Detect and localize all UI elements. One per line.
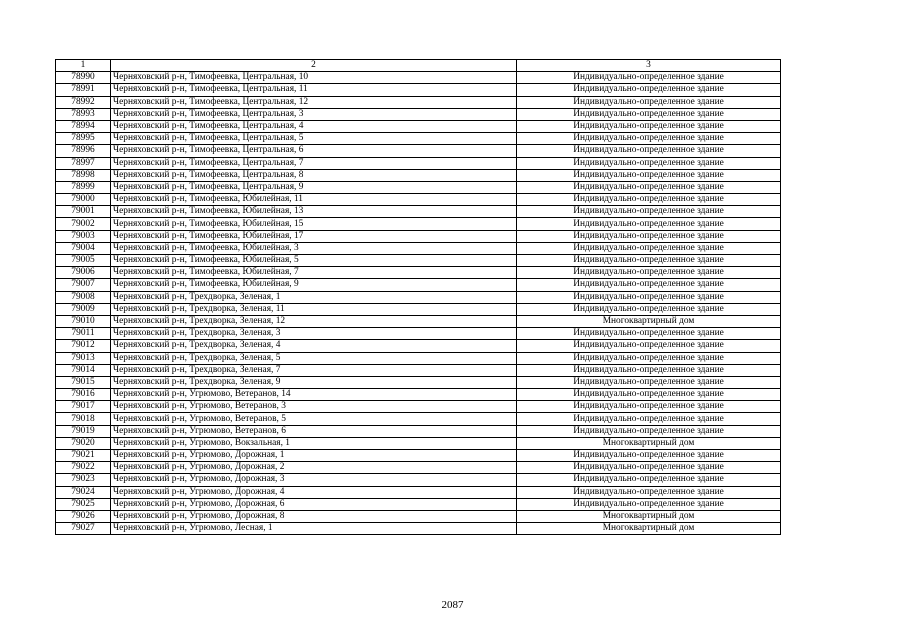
address-cell: Черняховский р-н, Тимофеевка, Центральная, 4 — [111, 120, 517, 132]
registry-number-cell: 79015 — [56, 376, 111, 388]
column-header-2: 2 — [111, 60, 517, 72]
registry-number-cell: 79013 — [56, 352, 111, 364]
table-row — [56, 328, 781, 340]
address-cell: Черняховский р-н, Тимофеевка, Юбилейная, 15 — [111, 218, 517, 230]
object-type-cell: Индивидуально-определенное здание — [517, 279, 781, 291]
address-cell: Черняховский р-н, Тимофеевка, Центральная, 5 — [111, 133, 517, 145]
address-cell: Черняховский р-н, Тимофеевка, Юбилейная, 11 — [111, 194, 517, 206]
address-cell: Черняховский р-н, Трехдворка, Зеленая, 5 — [111, 352, 517, 364]
column-header-3: 3 — [517, 60, 781, 72]
registry-number-cell: 79022 — [56, 462, 111, 474]
object-type-cell: Индивидуально-определенное здание — [517, 230, 781, 242]
table-row — [56, 267, 781, 279]
table-row — [56, 364, 781, 376]
object-type-cell: Индивидуально-определенное здание — [517, 96, 781, 108]
address-cell: Черняховский р-н, Тимофеевка, Юбилейная, 9 — [111, 279, 517, 291]
address-cell: Черняховский р-н, Угрюмово, Дорожная, 1 — [111, 450, 517, 462]
address-cell: Черняховский р-н, Тимофеевка, Центральная, 12 — [111, 96, 517, 108]
table-row — [56, 194, 781, 206]
table-row — [56, 218, 781, 230]
address-cell: Черняховский р-н, Тимофеевка, Центральная, 10 — [111, 72, 517, 84]
object-type-cell: Индивидуально-определенное здание — [517, 255, 781, 267]
address-cell: Черняховский р-н, Тимофеевка, Юбилейная, 3 — [111, 242, 517, 254]
table-row — [56, 389, 781, 401]
object-type-cell: Многоквартирный дом — [517, 523, 781, 535]
registry-number-cell: 79006 — [56, 267, 111, 279]
table-row — [56, 230, 781, 242]
table-row — [56, 181, 781, 193]
address-cell: Черняховский р-н, Угрюмово, Дорожная, 3 — [111, 474, 517, 486]
table-row — [56, 72, 781, 84]
address-cell: Черняховский р-н, Угрюмово, Ветеранов, 5 — [111, 413, 517, 425]
registry-number-cell: 78993 — [56, 108, 111, 120]
address-cell: Черняховский р-н, Тимофеевка, Центральная, 9 — [111, 181, 517, 193]
object-type-cell: Индивидуально-определенное здание — [517, 498, 781, 510]
registry-number-cell: 79012 — [56, 340, 111, 352]
registry-number-cell: 78999 — [56, 181, 111, 193]
object-type-cell: Индивидуально-определенное здание — [517, 242, 781, 254]
registry-number-cell: 79016 — [56, 389, 111, 401]
object-type-cell: Индивидуально-определенное здание — [517, 291, 781, 303]
table-row — [56, 157, 781, 169]
registry-number-cell: 79001 — [56, 206, 111, 218]
table-row — [56, 340, 781, 352]
object-type-cell: Индивидуально-определенное здание — [517, 303, 781, 315]
registry-number-cell: 79020 — [56, 437, 111, 449]
address-cell: Черняховский р-н, Угрюмово, Дорожная, 6 — [111, 498, 517, 510]
address-cell: Черняховский р-н, Угрюмово, Ветеранов, 3 — [111, 401, 517, 413]
object-type-cell: Индивидуально-определенное здание — [517, 145, 781, 157]
table-row — [56, 376, 781, 388]
object-type-cell: Индивидуально-определенное здание — [517, 181, 781, 193]
registry-number-cell: 79017 — [56, 401, 111, 413]
address-cell: Черняховский р-н, Угрюмово, Дорожная, 4 — [111, 486, 517, 498]
page-number: 2087 — [441, 599, 464, 611]
registry-number-cell: 79025 — [56, 498, 111, 510]
registry-table — [55, 59, 781, 535]
registry-number-cell: 78998 — [56, 169, 111, 181]
table-row — [56, 425, 781, 437]
registry-number-cell: 78995 — [56, 133, 111, 145]
object-type-cell: Индивидуально-определенное здание — [517, 474, 781, 486]
object-type-cell: Индивидуально-определенное здание — [517, 72, 781, 84]
registry-number-cell: 79018 — [56, 413, 111, 425]
registry-number-cell: 78997 — [56, 157, 111, 169]
object-type-cell: Индивидуально-определенное здание — [517, 157, 781, 169]
table-row — [56, 437, 781, 449]
table-row — [56, 352, 781, 364]
object-type-cell: Многоквартирный дом — [517, 437, 781, 449]
object-type-cell: Индивидуально-определенное здание — [517, 413, 781, 425]
address-cell: Черняховский р-н, Тимофеевка, Юбилейная, 13 — [111, 206, 517, 218]
registry-number-cell: 79021 — [56, 450, 111, 462]
address-cell: Черняховский р-н, Тимофеевка, Юбилейная, 17 — [111, 230, 517, 242]
object-type-cell: Индивидуально-определенное здание — [517, 169, 781, 181]
address-cell: Черняховский р-н, Трехдворка, Зеленая, 1 — [111, 291, 517, 303]
registry-number-cell: 78991 — [56, 84, 111, 96]
table-row — [56, 462, 781, 474]
registry-number-cell: 79000 — [56, 194, 111, 206]
object-type-cell: Индивидуально-определенное здание — [517, 389, 781, 401]
table-row — [56, 498, 781, 510]
object-type-cell: Индивидуально-определенное здание — [517, 450, 781, 462]
registry-number-cell: 79024 — [56, 486, 111, 498]
object-type-cell: Индивидуально-определенное здание — [517, 194, 781, 206]
registry-number-cell: 79005 — [56, 255, 111, 267]
table-row — [56, 242, 781, 254]
object-type-cell: Индивидуально-определенное здание — [517, 267, 781, 279]
address-cell: Черняховский р-н, Трехдворка, Зеленая, 11 — [111, 303, 517, 315]
table-row — [56, 108, 781, 120]
registry-number-cell: 79023 — [56, 474, 111, 486]
object-type-cell: Индивидуально-определенное здание — [517, 401, 781, 413]
table-row — [56, 510, 781, 522]
object-type-cell: Индивидуально-определенное здание — [517, 206, 781, 218]
registry-number-cell: 78994 — [56, 120, 111, 132]
table-row — [56, 120, 781, 132]
registry-number-cell: 79011 — [56, 328, 111, 340]
address-cell: Черняховский р-н, Угрюмово, Дорожная, 2 — [111, 462, 517, 474]
address-cell: Черняховский р-н, Угрюмово, Дорожная, 8 — [111, 510, 517, 522]
registry-number-cell: 78992 — [56, 96, 111, 108]
registry-number-cell: 79019 — [56, 425, 111, 437]
table-row — [56, 255, 781, 267]
address-cell: Черняховский р-н, Трехдворка, Зеленая, 12 — [111, 315, 517, 327]
registry-number-cell: 79009 — [56, 303, 111, 315]
registry-number-cell: 78996 — [56, 145, 111, 157]
registry-number-cell: 79010 — [56, 315, 111, 327]
table-row — [56, 523, 781, 535]
object-type-cell: Индивидуально-определенное здание — [517, 486, 781, 498]
object-type-cell: Многоквартирный дом — [517, 315, 781, 327]
address-cell: Черняховский р-н, Тимофеевка, Центральная, 11 — [111, 84, 517, 96]
object-type-cell: Индивидуально-определенное здание — [517, 462, 781, 474]
address-cell: Черняховский р-н, Угрюмово, Лесная, 1 — [111, 523, 517, 535]
table-body — [56, 72, 781, 535]
object-type-cell: Индивидуально-определенное здание — [517, 218, 781, 230]
registry-number-cell: 78990 — [56, 72, 111, 84]
table-row — [56, 145, 781, 157]
registry-number-cell: 79014 — [56, 364, 111, 376]
object-type-cell: Индивидуально-определенное здание — [517, 328, 781, 340]
registry-number-cell: 79027 — [56, 523, 111, 535]
object-type-cell: Индивидуально-определенное здание — [517, 425, 781, 437]
table-row — [56, 486, 781, 498]
address-cell: Черняховский р-н, Тимофеевка, Центральная, 6 — [111, 145, 517, 157]
table-row — [56, 279, 781, 291]
address-cell: Черняховский р-н, Трехдворка, Зеленая, 3 — [111, 328, 517, 340]
table-row — [56, 206, 781, 218]
object-type-cell: Индивидуально-определенное здание — [517, 133, 781, 145]
address-cell: Черняховский р-н, Трехдворка, Зеленая, 4 — [111, 340, 517, 352]
address-cell: Черняховский р-н, Тимофеевка, Юбилейная, 5 — [111, 255, 517, 267]
header-row — [56, 60, 781, 72]
table-row — [56, 84, 781, 96]
address-cell: Черняховский р-н, Трехдворка, Зеленая, 9 — [111, 376, 517, 388]
registry-number-cell: 79008 — [56, 291, 111, 303]
table-row — [56, 96, 781, 108]
table-row — [56, 291, 781, 303]
table-row — [56, 303, 781, 315]
object-type-cell: Многоквартирный дом — [517, 510, 781, 522]
object-type-cell: Индивидуально-определенное здание — [517, 120, 781, 132]
table-row — [56, 413, 781, 425]
registry-number-cell: 79026 — [56, 510, 111, 522]
address-cell: Черняховский р-н, Тимофеевка, Юбилейная, 7 — [111, 267, 517, 279]
table-row — [56, 315, 781, 327]
table-row — [56, 474, 781, 486]
object-type-cell: Индивидуально-определенное здание — [517, 108, 781, 120]
table-row — [56, 169, 781, 181]
address-cell: Черняховский р-н, Трехдворка, Зеленая, 7 — [111, 364, 517, 376]
object-type-cell: Индивидуально-определенное здание — [517, 376, 781, 388]
table-row — [56, 133, 781, 145]
column-header-1: 1 — [56, 60, 111, 72]
registry-number-cell: 79002 — [56, 218, 111, 230]
address-cell: Черняховский р-н, Угрюмово, Ветеранов, 6 — [111, 425, 517, 437]
address-cell: Черняховский р-н, Тимофеевка, Центральная, 8 — [111, 169, 517, 181]
address-cell: Черняховский р-н, Тимофеевка, Центральная, 7 — [111, 157, 517, 169]
registry-sheet — [55, 59, 780, 535]
table-row — [56, 401, 781, 413]
object-type-cell: Индивидуально-определенное здание — [517, 84, 781, 96]
registry-number-cell: 79003 — [56, 230, 111, 242]
address-cell: Черняховский р-н, Угрюмово, Вокзальная, 1 — [111, 437, 517, 449]
registry-number-cell: 79004 — [56, 242, 111, 254]
object-type-cell: Индивидуально-определенное здание — [517, 364, 781, 376]
object-type-cell: Индивидуально-определенное здание — [517, 340, 781, 352]
address-cell: Черняховский р-н, Угрюмово, Ветеранов, 14 — [111, 389, 517, 401]
table-row — [56, 450, 781, 462]
address-cell: Черняховский р-н, Тимофеевка, Центральная, 3 — [111, 108, 517, 120]
object-type-cell: Индивидуально-определенное здание — [517, 352, 781, 364]
registry-number-cell: 79007 — [56, 279, 111, 291]
